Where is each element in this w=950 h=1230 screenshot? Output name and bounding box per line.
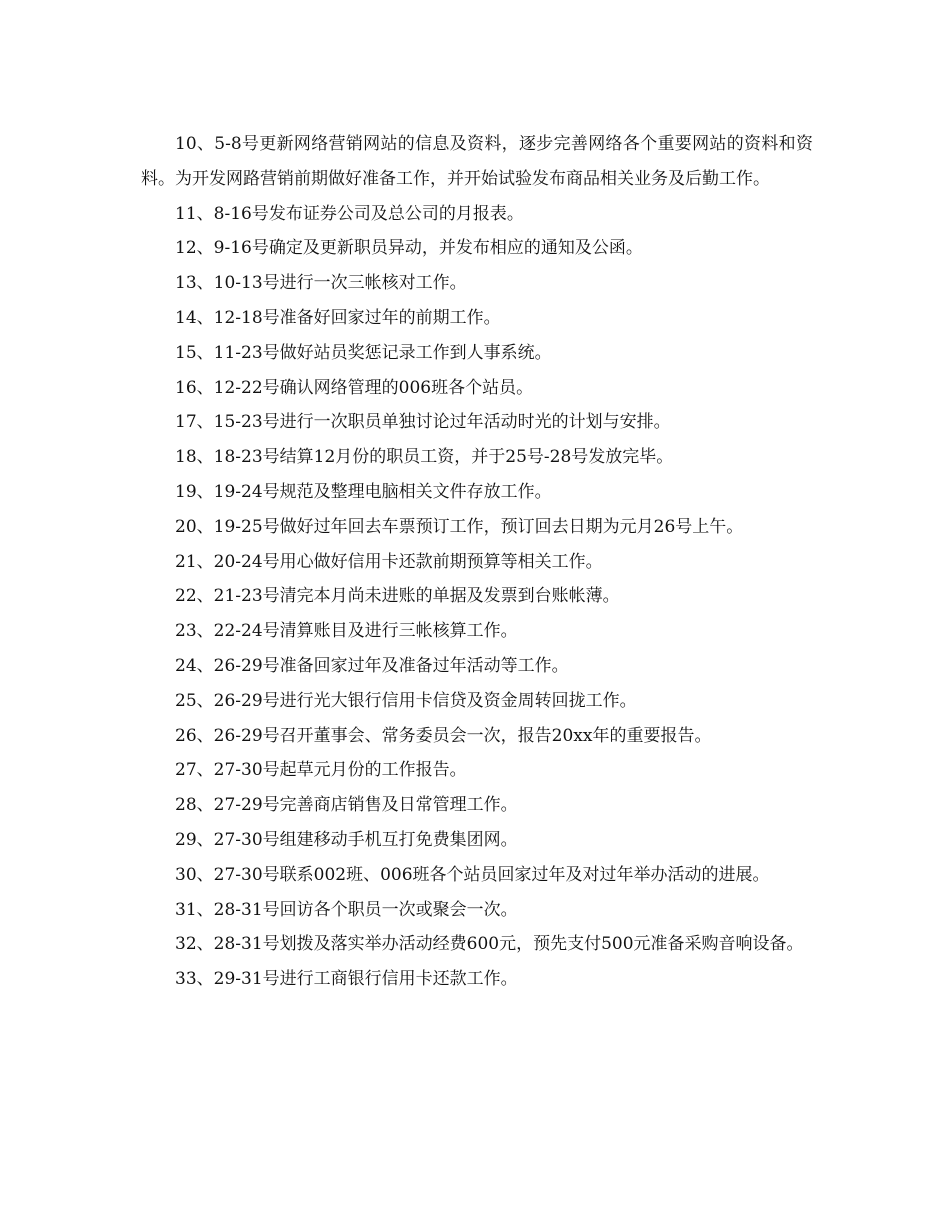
paragraph-item-29: 29、27-30号组建移动手机互打免费集团网。	[175, 829, 518, 850]
paragraph-item-17: 17、15-23号进行一次职员单独讨论过年活动时光的计划与安排。	[175, 412, 671, 433]
paragraph-item-10: 10、5-8号更新网络营销网站的信息及资料，逐步完善网络各个重要网站的资料和资料。为开发网路营销前期做好准备工作，并开始试验发布商品相关业务及后勤工作。	[141, 134, 813, 189]
document-body	[141, 127, 813, 997]
paragraph-item-13: 13、10-13号进行一次三帐核对工作。	[175, 273, 467, 294]
paragraph-item-33: 33、29-31号进行工商银行信用卡还款工作。	[175, 969, 518, 990]
paragraph-item-25: 25、26-29号进行光大银行信用卡信贷及资金周转回拢工作。	[175, 690, 637, 711]
paragraph-item-16: 16、12-22号确认网络管理的006班各个站员。	[175, 377, 534, 398]
paragraph-item-32: 32、28-31号划拨及落实举办活动经费600元，预先支付500元准备采购音响设备。	[175, 934, 804, 955]
paragraph-item-18: 18、18-23号结算12月份的职员工资，并于25号-28号发放完毕。	[175, 447, 674, 468]
paragraph-item-21: 21、20-24号用心做好信用卡还款前期预算等相关工作。	[175, 551, 603, 572]
paragraph-item-15: 15、11-23号做好站员奖惩记录工作到人事系统。	[175, 342, 552, 363]
paragraph-item-14: 14、12-18号准备好回家过年的前期工作。	[175, 307, 501, 328]
paragraph-item-12: 12、9-16号确定及更新职员异动，并发布相应的通知及公函。	[175, 238, 643, 259]
paragraph-item-23: 23、22-24号清算账目及进行三帐核算工作。	[175, 621, 518, 642]
paragraph-item-26: 26、26-29号召开董事会、常务委员会一次，报告20xx年的重要报告。	[175, 725, 712, 746]
paragraph-item-31: 31、28-31号回访各个职员一次或聚会一次。	[175, 899, 518, 920]
paragraph-item-11: 11、8-16号发布证券公司及总公司的月报表。	[175, 203, 524, 224]
paragraph-item-30: 30、27-30号联系002班、006班各个站员回家过年及对过年举办活动的进展。	[175, 864, 770, 885]
paragraph-item-28: 28、27-29号完善商店销售及日常管理工作。	[175, 795, 518, 816]
paragraph-item-27: 27、27-30号起草元月份的工作报告。	[175, 760, 467, 781]
paragraph-item-19: 19、19-24号规范及整理电脑相关文件存放工作。	[175, 481, 552, 502]
paragraph-item-22: 22、21-23号清完本月尚未进账的单据及发票到台账帐薄。	[175, 586, 620, 607]
paragraph-item-24: 24、26-29号准备回家过年及准备过年活动等工作。	[175, 655, 569, 676]
paragraph-item-20: 20、19-25号做好过年回去车票预订工作，预订回去日期为元月26号上午。	[175, 516, 744, 537]
